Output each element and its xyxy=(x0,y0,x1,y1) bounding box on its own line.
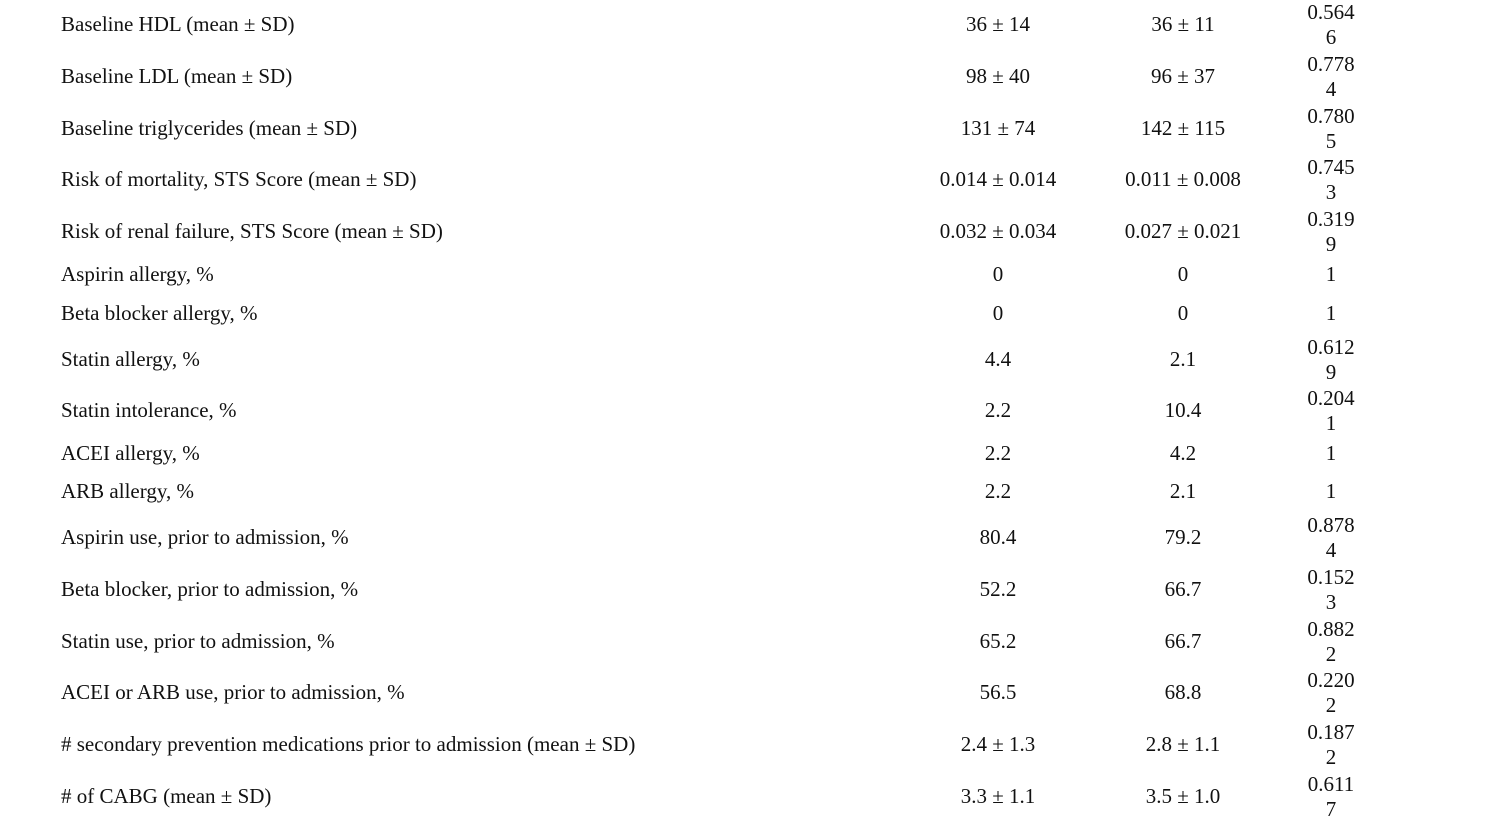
group1-value: 4.4 xyxy=(984,347,1012,371)
row-label: Risk of mortality, STS Score (mean ± SD) xyxy=(61,167,417,191)
group2-value: 66.7 xyxy=(1164,629,1202,653)
row-label: ARB allergy, % xyxy=(61,479,194,503)
group1-value: 0 xyxy=(992,262,1004,286)
p-value: 0.778 4 xyxy=(1307,52,1355,101)
row-label: # of CABG (mean ± SD) xyxy=(61,784,272,808)
group1-value: 0.032 ± 0.034 xyxy=(939,219,1057,243)
group1-value: 56.5 xyxy=(979,680,1017,704)
p-value: 0.882 2 xyxy=(1307,617,1355,666)
p-value: 0.152 3 xyxy=(1307,565,1355,614)
group1-value: 2.2 xyxy=(984,441,1012,465)
row-label: Risk of renal failure, STS Score (mean ± SD) xyxy=(61,219,443,243)
group2-value: 79.2 xyxy=(1164,525,1202,549)
group2-value: 96 ± 37 xyxy=(1150,64,1216,88)
p-value: 1 xyxy=(1325,262,1337,286)
p-value: 0.220 2 xyxy=(1307,668,1355,717)
group1-value: 3.3 ± 1.1 xyxy=(960,784,1036,808)
p-value: 0.878 4 xyxy=(1307,513,1355,562)
group1-value: 98 ± 40 xyxy=(965,64,1031,88)
group2-value: 2.8 ± 1.1 xyxy=(1145,732,1221,756)
p-value: 0.204 1 xyxy=(1307,386,1355,435)
p-value: 1 xyxy=(1325,441,1337,465)
group2-value: 2.1 xyxy=(1169,479,1197,503)
row-label: Beta blocker, prior to admission, % xyxy=(61,577,359,601)
row-label: Baseline HDL (mean ± SD) xyxy=(61,12,295,36)
group2-value: 2.1 xyxy=(1169,347,1197,371)
group2-value: 10.4 xyxy=(1164,398,1202,422)
group1-value: 0.014 ± 0.014 xyxy=(939,167,1057,191)
group1-value: 131 ± 74 xyxy=(960,116,1036,140)
group1-value: 80.4 xyxy=(979,525,1017,549)
group2-value: 68.8 xyxy=(1164,680,1202,704)
group1-value: 2.4 ± 1.3 xyxy=(960,732,1036,756)
row-label: Aspirin use, prior to admission, % xyxy=(61,525,349,549)
row-label: ACEI allergy, % xyxy=(61,441,200,465)
group1-value: 36 ± 14 xyxy=(965,12,1031,36)
p-value: 1 xyxy=(1325,301,1337,325)
p-value: 1 xyxy=(1325,479,1337,503)
p-value: 0.612 9 xyxy=(1307,335,1355,384)
row-label: Beta blocker allergy, % xyxy=(61,301,258,325)
group1-value: 65.2 xyxy=(979,629,1017,653)
group2-value: 4.2 xyxy=(1169,441,1197,465)
group2-value: 3.5 ± 1.0 xyxy=(1145,784,1221,808)
p-value: 0.319 9 xyxy=(1307,207,1355,256)
row-label: ACEI or ARB use, prior to admission, % xyxy=(61,680,405,704)
p-value: 0.611 7 xyxy=(1307,772,1355,821)
row-label: Statin use, prior to admission, % xyxy=(61,629,335,653)
p-value: 0.564 6 xyxy=(1307,0,1355,49)
group2-value: 0 xyxy=(1177,262,1189,286)
p-value: 0.780 5 xyxy=(1307,104,1355,153)
row-label: Baseline LDL (mean ± SD) xyxy=(61,64,293,88)
row-label: Statin allergy, % xyxy=(61,347,200,371)
p-value: 0.187 2 xyxy=(1307,720,1355,769)
group2-value: 0.011 ± 0.008 xyxy=(1125,167,1241,191)
row-label: Baseline triglycerides (mean ± SD) xyxy=(61,116,358,140)
group2-value: 0 xyxy=(1177,301,1189,325)
group2-value: 66.7 xyxy=(1164,577,1202,601)
group2-value: 36 ± 11 xyxy=(1151,12,1215,36)
row-label: Aspirin allergy, % xyxy=(61,262,214,286)
row-label: Statin intolerance, % xyxy=(61,398,237,422)
p-value: 0.745 3 xyxy=(1307,155,1355,204)
group1-value: 2.2 xyxy=(984,479,1012,503)
group1-value: 52.2 xyxy=(979,577,1017,601)
group2-value: 0.027 ± 0.021 xyxy=(1124,219,1242,243)
group2-value: 142 ± 115 xyxy=(1140,116,1226,140)
group1-value: 2.2 xyxy=(984,398,1012,422)
group1-value: 0 xyxy=(992,301,1004,325)
row-label: # secondary prevention medications prior to admission (mean ± SD) xyxy=(61,732,636,756)
